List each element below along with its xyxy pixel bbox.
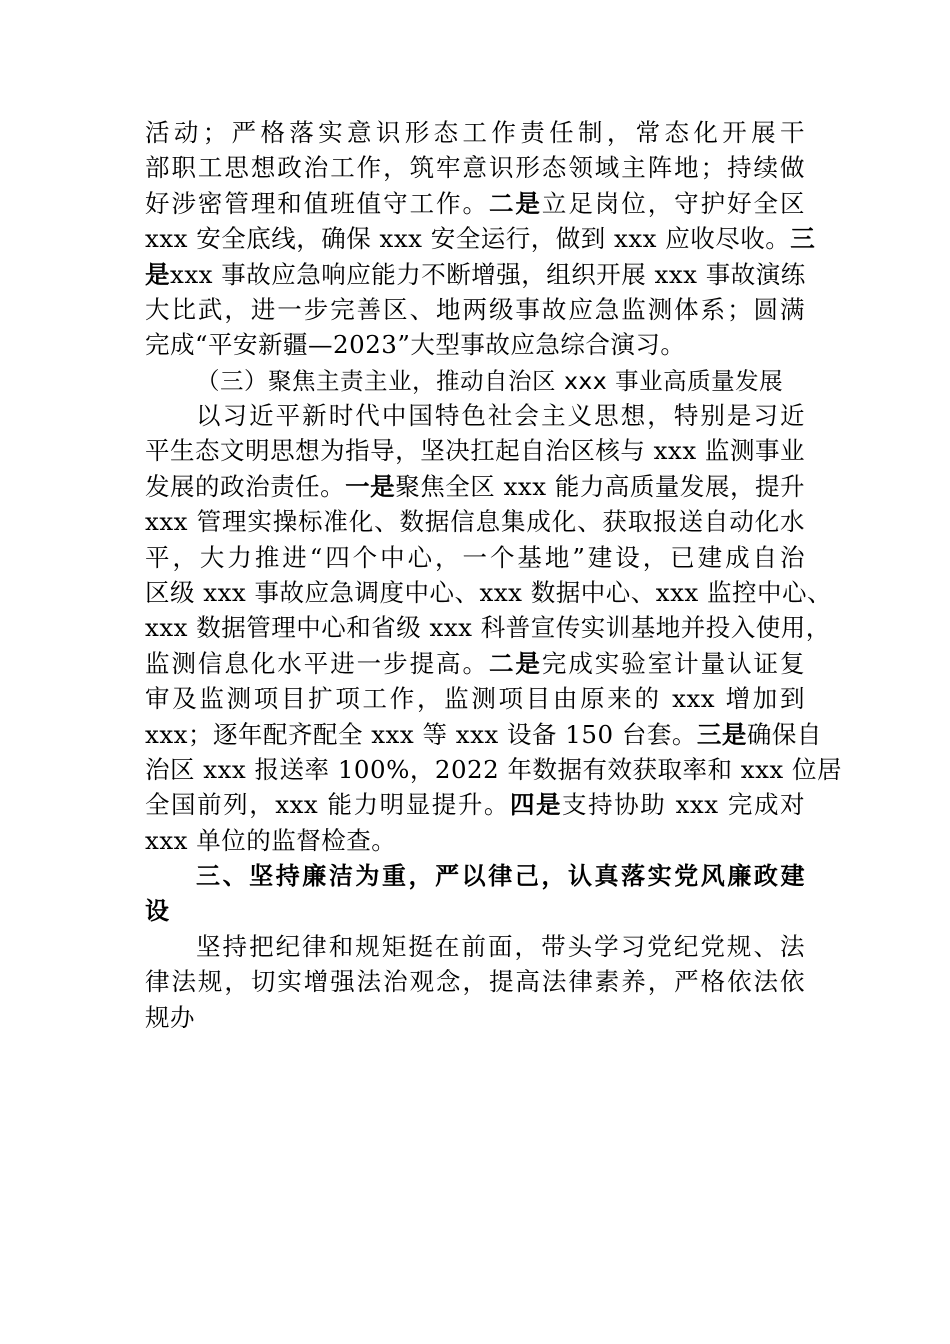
emphasis-marker: 三是 (696, 720, 747, 749)
section-heading-continued (145, 893, 805, 929)
text-line (145, 433, 805, 469)
heading-text: 设 (145, 897, 170, 925)
text-line (196, 929, 805, 965)
text-line (145, 186, 805, 222)
text-span: 平，大力推进“四个中心，一个基地”建设，已建成自治 (145, 543, 805, 572)
subheading-text: （三）聚焦主责主业，推动自治区 xxx 事业高质量发展 (196, 367, 784, 395)
text-line (145, 469, 805, 505)
text-span: 立足岗位，守护好全区 (541, 189, 806, 218)
text-span: 完成实验室计量认证复 (541, 649, 806, 678)
text-line (145, 681, 805, 717)
text-line (145, 575, 833, 611)
text-span: 平生态文明思想为指导，坚决扛起自治区核与 xxx 监测事业 (145, 436, 805, 465)
text-span: 全国前列，xxx 能力明显提升。 (145, 790, 510, 819)
text-line (145, 717, 822, 753)
text-line (145, 752, 843, 788)
text-span: 治区 xxx 报送率 100%，2022 年数据有效获取率和 xxx 位居 (145, 755, 843, 784)
text-line (145, 504, 805, 540)
text-span: 区级 xxx 事故应急调度中心、xxx 数据中心、xxx 监控中心、 (145, 578, 833, 607)
text-line (145, 823, 805, 859)
section-subheading (196, 363, 805, 399)
emphasis-marker: 四是 (509, 790, 563, 819)
text-line (145, 327, 805, 363)
text-span: 审及监测项目扩项工作，监测项目由原来的 xxx 增加到 (145, 684, 805, 713)
text-span: 以习近平新时代中国特色社会主义思想，特别是习近 (196, 401, 805, 430)
text-span: 完成“平安新疆—2023”大型事故应急综合演习。 (145, 330, 686, 359)
text-span: 规办 (145, 1003, 195, 1032)
emphasis-marker: 是 (145, 260, 170, 289)
text-span: 聚焦全区 xxx 能力高质量发展，提升 (395, 472, 806, 501)
text-line (145, 540, 805, 576)
text-span: 好涉密管理和值班值守工作。 (145, 189, 489, 218)
heading-text: 三、坚持廉洁为重，严以律己，认真落实党风廉政建 (196, 862, 805, 890)
text-span: 部职工思想政治工作，筑牢意识形态领域主阵地；持续做 (145, 153, 805, 182)
text-span: 监测信息化水平进一步提高。 (145, 649, 489, 678)
text-span: 活动；严格落实意识形态工作责任制，常态化开展干 (145, 118, 805, 147)
text-line (145, 115, 805, 151)
text-span: 发展的政治责任。 (145, 472, 346, 501)
text-line (145, 150, 805, 186)
text-line (145, 610, 831, 646)
text-span: 大比武，进一步完善区、地两级事故应急监测体系；圆满 (145, 295, 805, 324)
text-span: 律法规，切实增强法治观念，提高法律素养，严格依法依 (145, 967, 805, 996)
text-span: xxx；逐年配齐配全 xxx 等 xxx 设备 150 台套。 (145, 720, 697, 749)
text-line (145, 787, 805, 823)
text-line (196, 398, 805, 434)
text-span: 支持协助 xxx 完成对 (562, 790, 805, 819)
text-line (145, 221, 816, 257)
emphasis-marker: 二是 (488, 649, 542, 678)
text-line (145, 292, 805, 328)
text-span: xxx 单位的监督检查。 (145, 826, 397, 855)
text-line (145, 646, 805, 682)
emphasis-marker: 一是 (345, 472, 396, 501)
text-line (145, 1000, 805, 1036)
text-line (145, 964, 805, 1000)
text-span: xxx 数据管理中心和省级 xxx 科普宣传实训基地并投入使用， (145, 613, 831, 642)
text-span: 确保自 (746, 720, 822, 749)
text-span: 坚持把纪律和规矩挺在前面，带头学习党纪党规、法 (196, 932, 805, 961)
section-heading (196, 858, 805, 894)
text-span: xxx 安全底线，确保 xxx 安全运行，做到 xxx 应收尽收。 (145, 224, 791, 253)
emphasis-marker: 二是 (488, 189, 542, 218)
text-span: xxx 管理实操标准化、数据信息集成化、获取报送自动化水 (145, 507, 805, 536)
text-span: xxx 事故应急响应能力不断增强，组织开展 xxx 事故演练 (170, 260, 806, 289)
text-line (145, 257, 805, 293)
emphasis-marker: 三 (790, 224, 816, 253)
